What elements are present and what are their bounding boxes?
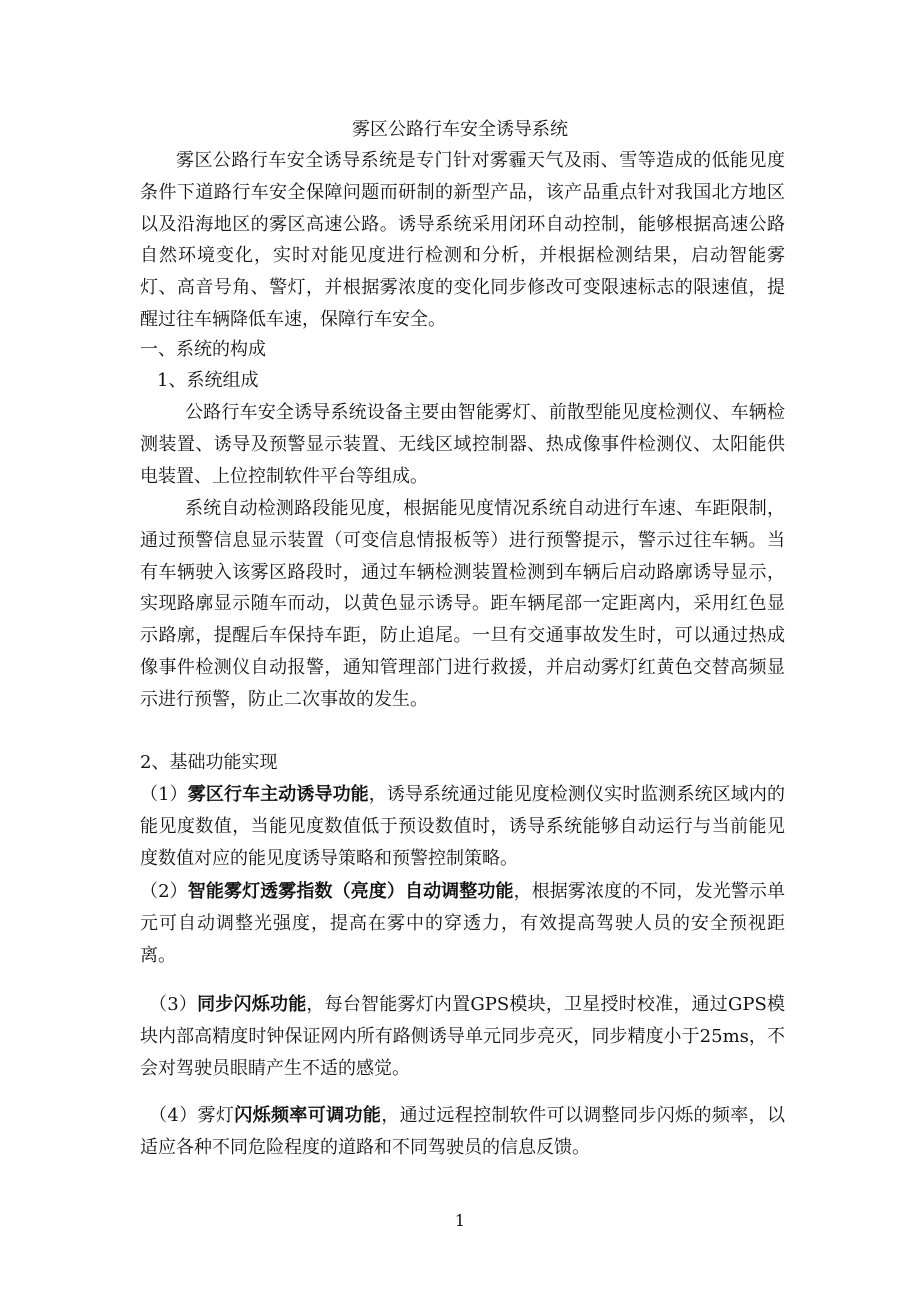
item-text: ，每台智能雾灯内置GPS模块，卫星授时校准，通过GPS模块内部高精度时钟保证网内所有路侧诱导单元同步亮灭，同步精度小于25ms，不会对驾驶员眼睛产生不适的感觉。 [140,994,786,1079]
item-prefix: （2） [140,881,188,902]
subsection-heading-system-composition: 1、系统组成 [157,370,259,391]
document-title: 雾区公路行车安全诱导系统 [352,119,568,140]
function-item-2 [140,876,785,971]
function-item-3 [140,989,785,1084]
item-bold-title: 闪烁频率可调功能 [234,1105,382,1126]
item-bold-title: 雾区行车主动诱导功能 [187,784,369,805]
item-prefix: （3） [149,994,198,1015]
section-heading-composition: 一、系统的构成 [140,339,266,360]
item-text: ，诱导系统通过能见度检测仪实时监测系统区域内的能见度数值，当能见度数值低于预设数值时，诱导系统能够自动运行与当前能见度数值对应的能见度诱导策略和预警控制策略。 [140,784,786,869]
composition-paragraph: 公路行车安全诱导系统设备主要由智能雾灯、前散型能见度检测仪、车辆检测装置、诱导及预警显示装置、无线区域控制器、热成像事件检测仪、太阳能供电装置、上位控制软件平台等组成。 [140,402,785,487]
page-number: 1 [454,1211,466,1230]
detection-paragraph: 系统自动检测路段能见度，根据能见度情况系统自动进行车速、车距限制，通过预警信息显示装置（可变信息情报板等）进行预警提示，警示过往车辆。当有车辆驶入该雾区路段时，通过车辆检测装置检测到车辆后启动路廓诱导显示，实现路廓显示随车而动，以黄色显示诱导。距车辆尾部一定距离内，采用红色显示路廓，提醒后车保持车距，防止追尾。一旦有交通事故发生时，可以通过热成像事件检测仪自动报警，通知管理部门进行救援，并启动雾灯红黄色交替高频显示进行预警，防止二次事故的发生。 [140,498,785,710]
function-item-1 [140,779,785,874]
item-text: ，通过远程控制软件可以调整同步闪烁的频率，以适应各种不同危险程度的道路和不同驾驶员的信息反馈。 [140,1105,785,1158]
item-bold-title: 智能雾灯透雾指数（亮度）自动调整功能 [187,881,514,902]
item-text: ，根据雾浓度的不同，发光警示单元可自动调整光强度，提高在雾中的穿透力，有效提高驾驶人员的安全预视距离。 [140,881,786,966]
intro-paragraph: 雾区公路行车安全诱导系统是专门针对雾霾天气及雨、雪等造成的低能见度条件下道路行车安全保障问题而研制的新型产品，该产品重点针对我国北方地区以及沿海地区的雾区高速公路。诱导系统采用闭环自动控制，能够根据高速公路自然环境变化，实时对能见度进行检测和分析，并根据检测结果，启动智能雾灯、高音号角、警灯，并根据雾浓度的变化同步修改可变限速标志的限速值，提醒过往车辆降低车速，保障行车安全。 [140,150,785,330]
item-bold-title: 同步闪烁功能 [197,994,307,1015]
subsection-heading-basic-functions: 2、基础功能实现 [140,752,278,773]
item-prefix: （1） [140,784,188,805]
function-item-4 [140,1100,785,1164]
item-prefix: （4）雾灯 [149,1105,235,1126]
